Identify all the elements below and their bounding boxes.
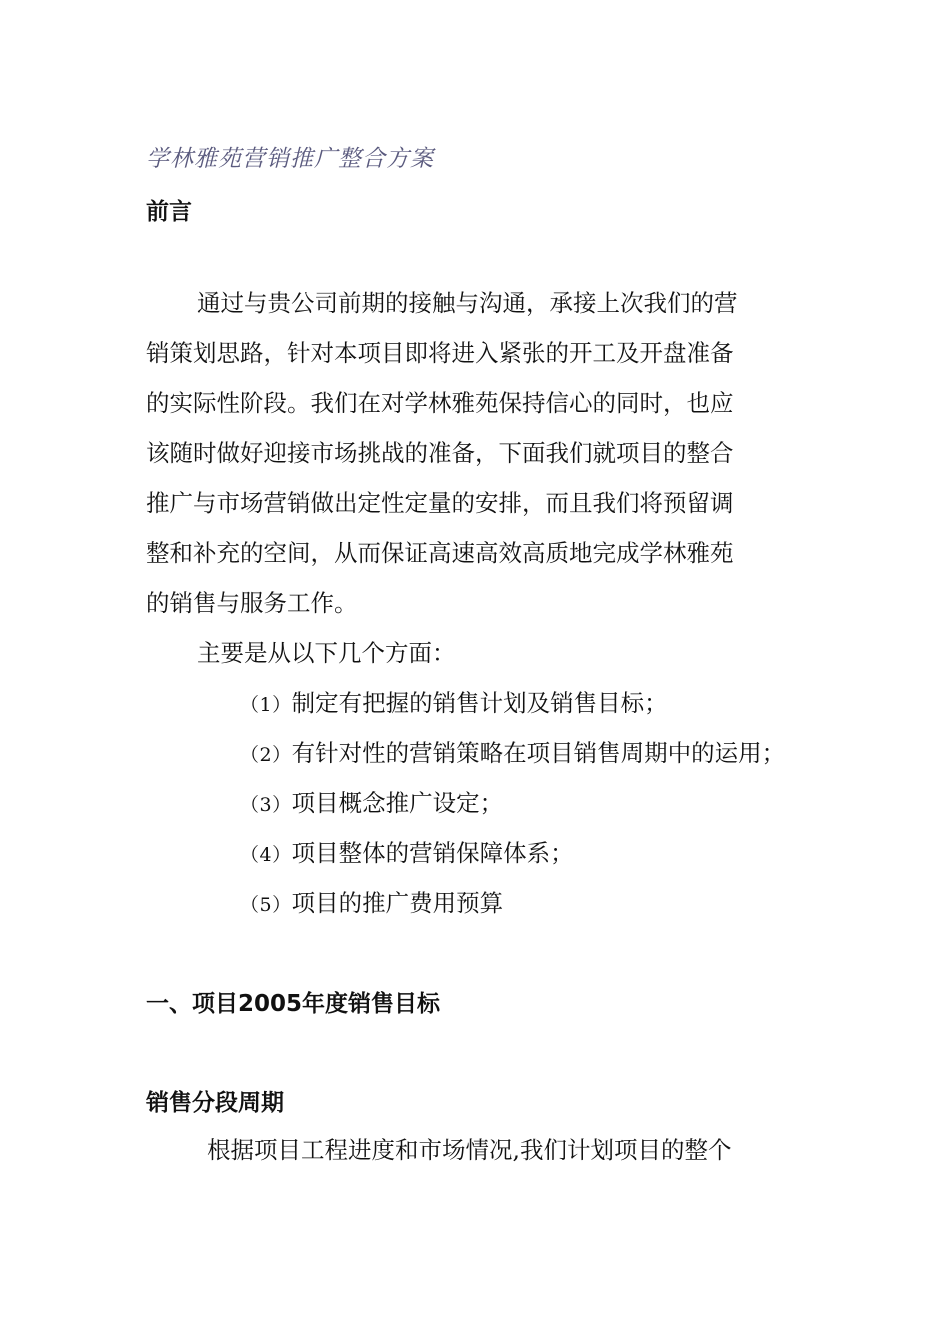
list-item-number: （5） (240, 894, 292, 916)
list-item (240, 728, 785, 778)
section-heading: 一、项目2005年度销售目标 (146, 991, 441, 1017)
list-item-text: 项目的推广费用预算 (291, 889, 504, 917)
list-item (240, 778, 785, 828)
preface-paragraph (146, 278, 808, 628)
aspects-list (240, 678, 785, 928)
list-item (240, 678, 785, 728)
list-item-number: （3） (240, 794, 292, 816)
subsection-paragraph: 根据项目工程进度和市场情况,我们计划项目的整个 (207, 1136, 732, 1164)
subsection-heading: 销售分段周期 (146, 1090, 284, 1116)
aspects-lead: 主要是从以下几个方面： (197, 639, 456, 667)
preface-line: 整和补充的空间，从而保证高速高效高质地完成学林雅苑 (146, 539, 734, 567)
list-item-text: 项目概念推广设定； (291, 789, 504, 817)
preface-line: 该随时做好迎接市场挑战的准备，下面我们就项目的整合 (146, 439, 734, 467)
preface-line: 销策划思路，针对本项目即将进入紧张的开工及开盘准备 (146, 339, 734, 367)
list-item (240, 828, 785, 878)
document-title: 学林雅苑营销推广整合方案 (146, 146, 434, 172)
preface-line: 推广与市场营销做出定性定量的安排，而且我们将预留调 (146, 489, 734, 517)
list-item (240, 878, 785, 928)
preface-line: 通过与贵公司前期的接触与沟通，承接上次我们的营 (197, 289, 738, 317)
list-item-number: （4） (240, 844, 292, 866)
list-item-text: 制定有把握的销售计划及销售目标； (291, 689, 668, 717)
preface-line: 的销售与服务工作。 (146, 589, 358, 617)
preface-line: 的实际性阶段。我们在对学林雅苑保持信心的同时，也应 (146, 389, 734, 417)
list-item-text: 有针对性的营销策略在项目销售周期中的运用； (291, 739, 786, 767)
list-item-number: （1） (240, 694, 292, 716)
list-item-number: （2） (240, 744, 292, 766)
list-item-text: 项目整体的营销保障体系； (291, 839, 574, 867)
preface-heading: 前言 (146, 199, 192, 225)
